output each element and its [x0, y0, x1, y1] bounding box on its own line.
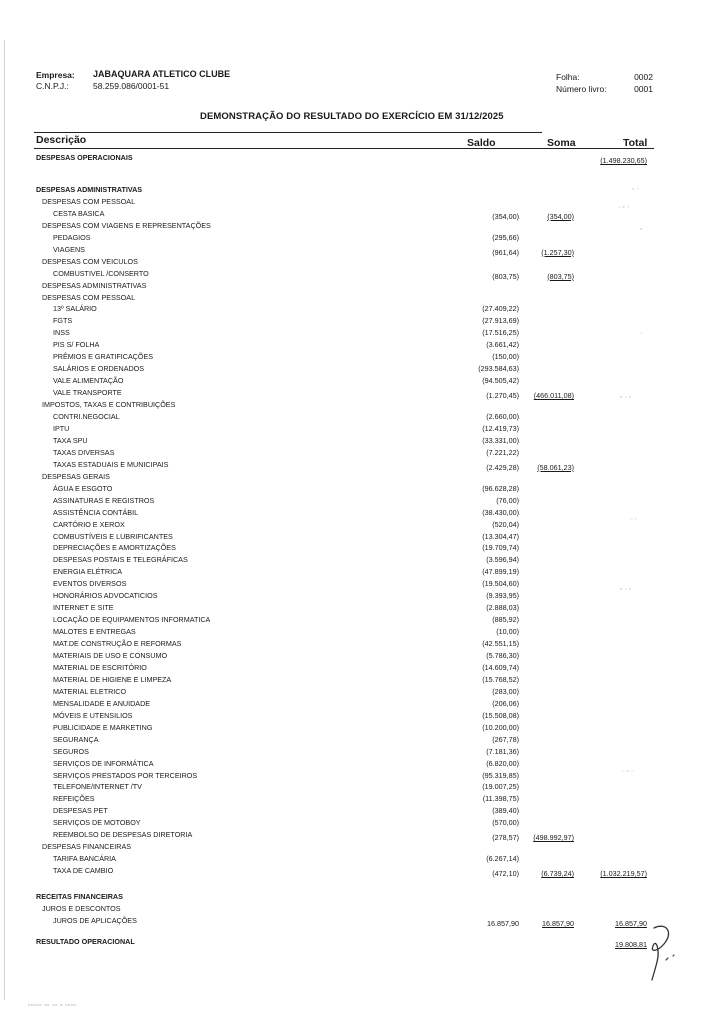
bleed-mark: ▪ — [640, 226, 643, 233]
table-row — [0, 351, 724, 362]
table-row — [0, 423, 724, 434]
row-description: TAXAS ESTADUAIS E MUNICIPAIS — [53, 459, 169, 469]
saldo-value: (5.786,30) — [486, 651, 519, 660]
page-title: DEMONSTRAÇÃO DO RESULTADO DO EXERCÍCIO EM 31/12/2025 — [200, 111, 504, 122]
row-description: CARTÓRIO E XEROX — [53, 519, 125, 529]
table-row — [0, 196, 724, 207]
saldo-value: (295,66) — [492, 232, 519, 242]
row-description: CESTA BASICA — [53, 208, 105, 218]
saldo-value: (76,00) — [496, 495, 519, 505]
saldo-value: (11.398,75) — [482, 794, 519, 804]
saldo-value: (19.504,60) — [482, 579, 519, 589]
saldo-value: (9.393,95) — [486, 591, 519, 601]
saldo-value: (885,92) — [492, 615, 519, 625]
saldo-value: (150,00) — [492, 352, 519, 362]
row-description: MÓVEIS E UTENSILIOS — [53, 710, 133, 720]
table-row — [0, 339, 724, 350]
bleed-mark: ▪ ▫ ▪ — [620, 586, 632, 593]
table-row — [0, 411, 724, 422]
saldo-value: (7.221,22) — [486, 447, 519, 457]
table-row — [0, 936, 724, 947]
soma-value: 16.857,90 — [542, 918, 574, 928]
saldo-value: (13.304,47) — [482, 531, 519, 541]
table-row — [0, 891, 724, 902]
row-description: TAXAS DIVERSAS — [53, 447, 115, 457]
table-row — [0, 698, 724, 709]
row-description: TARIFA BANCÁRIA — [53, 854, 116, 864]
table-row — [0, 793, 724, 804]
row-description: DESPESAS ADMINISTRATIVAS — [42, 280, 147, 290]
table-row — [0, 638, 724, 649]
row-description: MALOTES E ENTREGAS — [53, 627, 136, 637]
row-description: DESPESAS PET — [53, 806, 108, 816]
table-row — [0, 915, 724, 926]
empresa-value: JABAQUARA ATLETICO CLUBE — [93, 69, 231, 79]
row-description: EVENTOS DIVERSOS — [53, 579, 127, 589]
row-description: IPTU — [53, 423, 70, 433]
table-row — [0, 399, 724, 410]
table-row — [0, 232, 724, 243]
saldo-value: (2.888,03) — [486, 603, 519, 613]
saldo-value: (520,04) — [492, 519, 519, 529]
soma-value: (58.061,23) — [537, 462, 574, 472]
saldo-value: (2.660,00) — [486, 412, 519, 421]
saldo-value: (570,00) — [492, 818, 519, 828]
row-description: IMPOSTOS, TAXAS E CONTRIBUIÇÕES — [42, 400, 176, 410]
saldo-value: (47.899,19) — [482, 567, 519, 577]
row-description: VALE TRANSPORTE — [53, 388, 122, 398]
bleed-mark: ▫ ▪ ▫ — [618, 204, 630, 211]
row-description: LOCAÇÃO DE EQUIPAMENTOS INFORMATICA — [53, 615, 211, 625]
table-row — [0, 542, 724, 553]
table-row — [0, 614, 724, 625]
soma-value: (6.739,24) — [541, 869, 574, 879]
row-description: VIAGENS — [53, 244, 85, 254]
row-description: FGTS — [53, 316, 73, 326]
table-row — [0, 758, 724, 769]
table-row — [0, 375, 724, 386]
col-descricao-header: Descrição — [36, 134, 87, 146]
saldo-value: (472,10) — [492, 869, 519, 879]
table-row — [0, 650, 724, 661]
row-description: SEGURANÇA — [53, 734, 99, 744]
row-description: REEMBOLSO DE DESPESAS DIRETORIA — [53, 830, 193, 840]
row-description: SERVIÇOS DE INFORMÁTICA — [53, 758, 154, 768]
saldo-value: (15.768,52) — [482, 674, 519, 684]
table-row — [0, 507, 724, 518]
total-value: (1.032.219,57) — [600, 869, 647, 879]
saldo-value: (14.609,74) — [482, 662, 519, 672]
row-description: ASSISTÊNCIA CONTÁBIL — [53, 507, 139, 517]
table-row — [0, 674, 724, 685]
saldo-value: (27.913,69) — [482, 316, 519, 326]
saldo-value: (15.508,08) — [482, 710, 519, 720]
table-row — [0, 746, 724, 757]
saldo-value: (42.551,15) — [482, 639, 519, 649]
row-description: VALE ALIMENTAÇÃO — [53, 376, 124, 386]
table-row — [0, 152, 724, 163]
saldo-value: (3.661,42) — [486, 340, 519, 350]
total-value: 19.808,81 — [615, 939, 647, 949]
table-row — [0, 495, 724, 506]
row-description: PUBLICIDADE E MARKETING — [53, 722, 153, 732]
row-description: JUROS DE APLICAÇÕES — [53, 915, 137, 925]
table-row — [0, 292, 724, 303]
saldo-value: (803,75) — [492, 271, 519, 281]
row-description: MATERIAL DE HIGIENE E LIMPEZA — [53, 674, 172, 684]
saldo-value: (283,00) — [492, 686, 519, 696]
saldo-value: (96.628,28) — [482, 483, 519, 493]
row-description: REFEIÇÕES — [53, 794, 95, 804]
row-description: PIS S/ FOLHA — [53, 340, 100, 350]
table-row — [0, 327, 724, 338]
saldo-value: (17.516,25) — [482, 328, 519, 338]
table-row — [0, 459, 724, 470]
table-row — [0, 626, 724, 637]
saldo-value: (38.430,00) — [482, 507, 519, 517]
saldo-value: 16.857,90 — [487, 918, 519, 928]
row-description: TELEFONE/INTERNET /TV — [53, 782, 142, 792]
saldo-value: (19.709,74) — [482, 543, 519, 553]
bleed-mark: ▫ — [640, 330, 643, 337]
row-description: MATERIAL DE ESCRITÓRIO — [53, 662, 147, 672]
table-row — [0, 817, 724, 828]
table-row — [0, 363, 724, 374]
saldo-value: (1.270,45) — [486, 391, 519, 401]
row-description: SALÁRIOS E ORDENADOS — [53, 364, 145, 374]
total-value: 16.857,90 — [615, 918, 647, 928]
table-row — [0, 280, 724, 291]
table-row — [0, 734, 724, 745]
row-description: ASSINATURAS E REGISTROS — [53, 495, 155, 505]
row-description: DESPESAS OPERACIONAIS — [36, 153, 133, 162]
row-description: MAT.DE CONSTRUÇÃO E REFORMAS — [53, 639, 182, 649]
soma-value: (466.011,08) — [533, 391, 574, 401]
saldo-value: (10.200,00) — [482, 722, 519, 732]
table-row — [0, 686, 724, 697]
saldo-value: (6.267,14) — [486, 854, 519, 864]
row-description: COMBUSTÍVEIS E LUBRIFICANTES — [53, 531, 173, 541]
table-row — [0, 566, 724, 577]
row-description: RECEITAS FINANCEIRAS — [36, 892, 123, 902]
saldo-value: (354,00) — [492, 211, 519, 221]
table-row — [0, 184, 724, 195]
table-row — [0, 853, 724, 864]
table-row — [0, 531, 724, 542]
bleed-mark: ▪ ▫ ▪ — [620, 394, 632, 401]
table-row — [0, 662, 724, 673]
row-description: PRÊMIOS E GRATIFICAÇÕES — [53, 352, 154, 362]
table-row — [0, 387, 724, 401]
row-description: DESPESAS GERAIS — [42, 471, 110, 481]
row-description: SERVIÇOS PRESTADOS POR TERCEIROS — [53, 770, 198, 780]
bleed-mark: ▪ ▫ — [632, 186, 639, 193]
soma-value: (354,00) — [547, 211, 574, 221]
table-row — [0, 256, 724, 267]
row-description: JUROS E DESCONTOS — [42, 904, 121, 913]
livro-value: 0001 — [634, 84, 653, 94]
table-row — [0, 710, 724, 721]
row-description: COMBUSTIVEL /CONSERTO — [53, 268, 149, 278]
bleed-mark: ▫ ▪ ▫ — [622, 768, 634, 775]
col-saldo-header: Saldo — [467, 137, 496, 149]
table-row — [0, 220, 724, 231]
saldo-value: (10,00) — [496, 627, 519, 637]
row-description: DESPESAS COM PESSOAL — [42, 196, 136, 206]
row-description: INSS — [53, 328, 70, 338]
empresa-label: Empresa: — [36, 70, 75, 80]
saldo-value: (94.505,42) — [482, 376, 519, 386]
table-row — [0, 303, 724, 314]
table-row — [0, 519, 724, 530]
table-row — [0, 770, 724, 781]
table-row — [0, 722, 724, 733]
row-description: 13º SALÁRIO — [53, 304, 97, 314]
table-row — [0, 865, 724, 879]
table-row — [0, 447, 724, 458]
table-row — [0, 841, 724, 852]
row-description: DESPESAS COM PESSOAL — [42, 292, 136, 302]
saldo-value: (33.331,00) — [482, 435, 519, 445]
row-description: MATERIAIS DE USO E CONSUMO — [53, 651, 168, 660]
table-row — [0, 590, 724, 601]
saldo-value: (27.409,22) — [482, 304, 519, 314]
livro-label: Número livro: — [556, 84, 607, 94]
folha-value: 0002 — [634, 72, 653, 82]
table-row — [0, 244, 724, 255]
col-total-header: Total — [623, 137, 648, 149]
table-row — [0, 268, 724, 279]
soma-value: (803,75) — [547, 271, 574, 281]
table-row — [0, 483, 724, 494]
row-description: INTERNET E SITE — [53, 603, 114, 613]
table-row — [0, 781, 724, 792]
row-description: CONTRI.NEGOCIAL — [53, 412, 120, 421]
row-description: TAXA DE CAMBIO — [53, 866, 114, 876]
saldo-value: (267,78) — [492, 734, 519, 744]
table-row — [0, 435, 724, 446]
row-description: TAXA SPU — [53, 435, 88, 445]
total-value: (1.498.230,65) — [600, 156, 647, 165]
bleed-mark: ▫ ▫ — [630, 516, 637, 523]
saldo-value: (19.007,25) — [482, 782, 519, 792]
row-description: DESPESAS POSTAIS E TELEGRÁFICAS — [53, 555, 188, 565]
row-description: DESPESAS ADMINISTRATIVAS — [36, 184, 143, 194]
row-description: DEPRECIAÇÕES E AMORTIZAÇÕES — [53, 543, 176, 553]
col-soma-header: Soma — [547, 137, 576, 149]
signature-mark — [640, 920, 688, 982]
cnpj-value: 58.259.086/0001-51 — [93, 81, 170, 91]
saldo-value: (206,06) — [492, 698, 519, 708]
table-row — [0, 471, 724, 482]
row-description: MATERIAL ELETRICO — [53, 686, 127, 696]
row-description: SERVIÇOS DE MOTOBOY — [53, 818, 141, 828]
row-description: ÁGUA E ESGOTO — [53, 483, 113, 493]
saldo-value: (293.584,63) — [478, 364, 519, 374]
table-row — [0, 602, 724, 613]
saldo-value: (12.419,73) — [482, 423, 519, 433]
header-top-rule — [34, 132, 542, 133]
folha-label: Folha: — [556, 72, 580, 82]
row-description: DESPESAS COM VIAGENS E REPRESENTAÇÕES — [42, 220, 211, 230]
row-description: DESPESAS COM VEICULOS — [42, 256, 138, 266]
saldo-value: (961,64) — [492, 247, 519, 257]
row-description: PEDAGIOS — [53, 232, 91, 242]
saldo-value: (278,57) — [492, 833, 519, 843]
row-description: RESULTADO OPERACIONAL — [36, 936, 135, 946]
table-row — [0, 208, 724, 219]
row-description: ENERGIA ELÉTRICA — [53, 567, 123, 577]
saldo-value: (6.820,00) — [486, 758, 519, 768]
header-bottom-rule — [34, 148, 654, 149]
table-row — [0, 829, 724, 843]
cnpj-label: C.N.P.J.: — [36, 81, 69, 91]
saldo-value: (95.319,85) — [482, 770, 519, 780]
row-description: HONORÁRIOS ADVOCATICIOS — [53, 591, 158, 601]
table-row — [0, 315, 724, 326]
row-description: SEGUROS — [53, 746, 89, 756]
saldo-value: (7.181,36) — [486, 746, 519, 756]
saldo-value: (2.429,28) — [486, 462, 519, 472]
table-row — [0, 578, 724, 589]
soma-value: (498.992,97) — [533, 833, 574, 843]
soma-value: (1.257,30) — [541, 247, 574, 257]
saldo-value: (3.596,94) — [486, 555, 519, 565]
row-description: DESPESAS FINANCEIRAS — [42, 842, 132, 852]
table-row — [0, 554, 724, 565]
saldo-value: (389,40) — [492, 806, 519, 816]
row-description: MENSALIDADE E ANUIDADE — [53, 698, 151, 708]
table-row — [0, 805, 724, 816]
footer-faint-text: ▫▫▫▫▫ ▫▫ ▫▫ ▫ ▫▫▫▫ — [28, 1002, 77, 1009]
table-row — [0, 903, 724, 914]
